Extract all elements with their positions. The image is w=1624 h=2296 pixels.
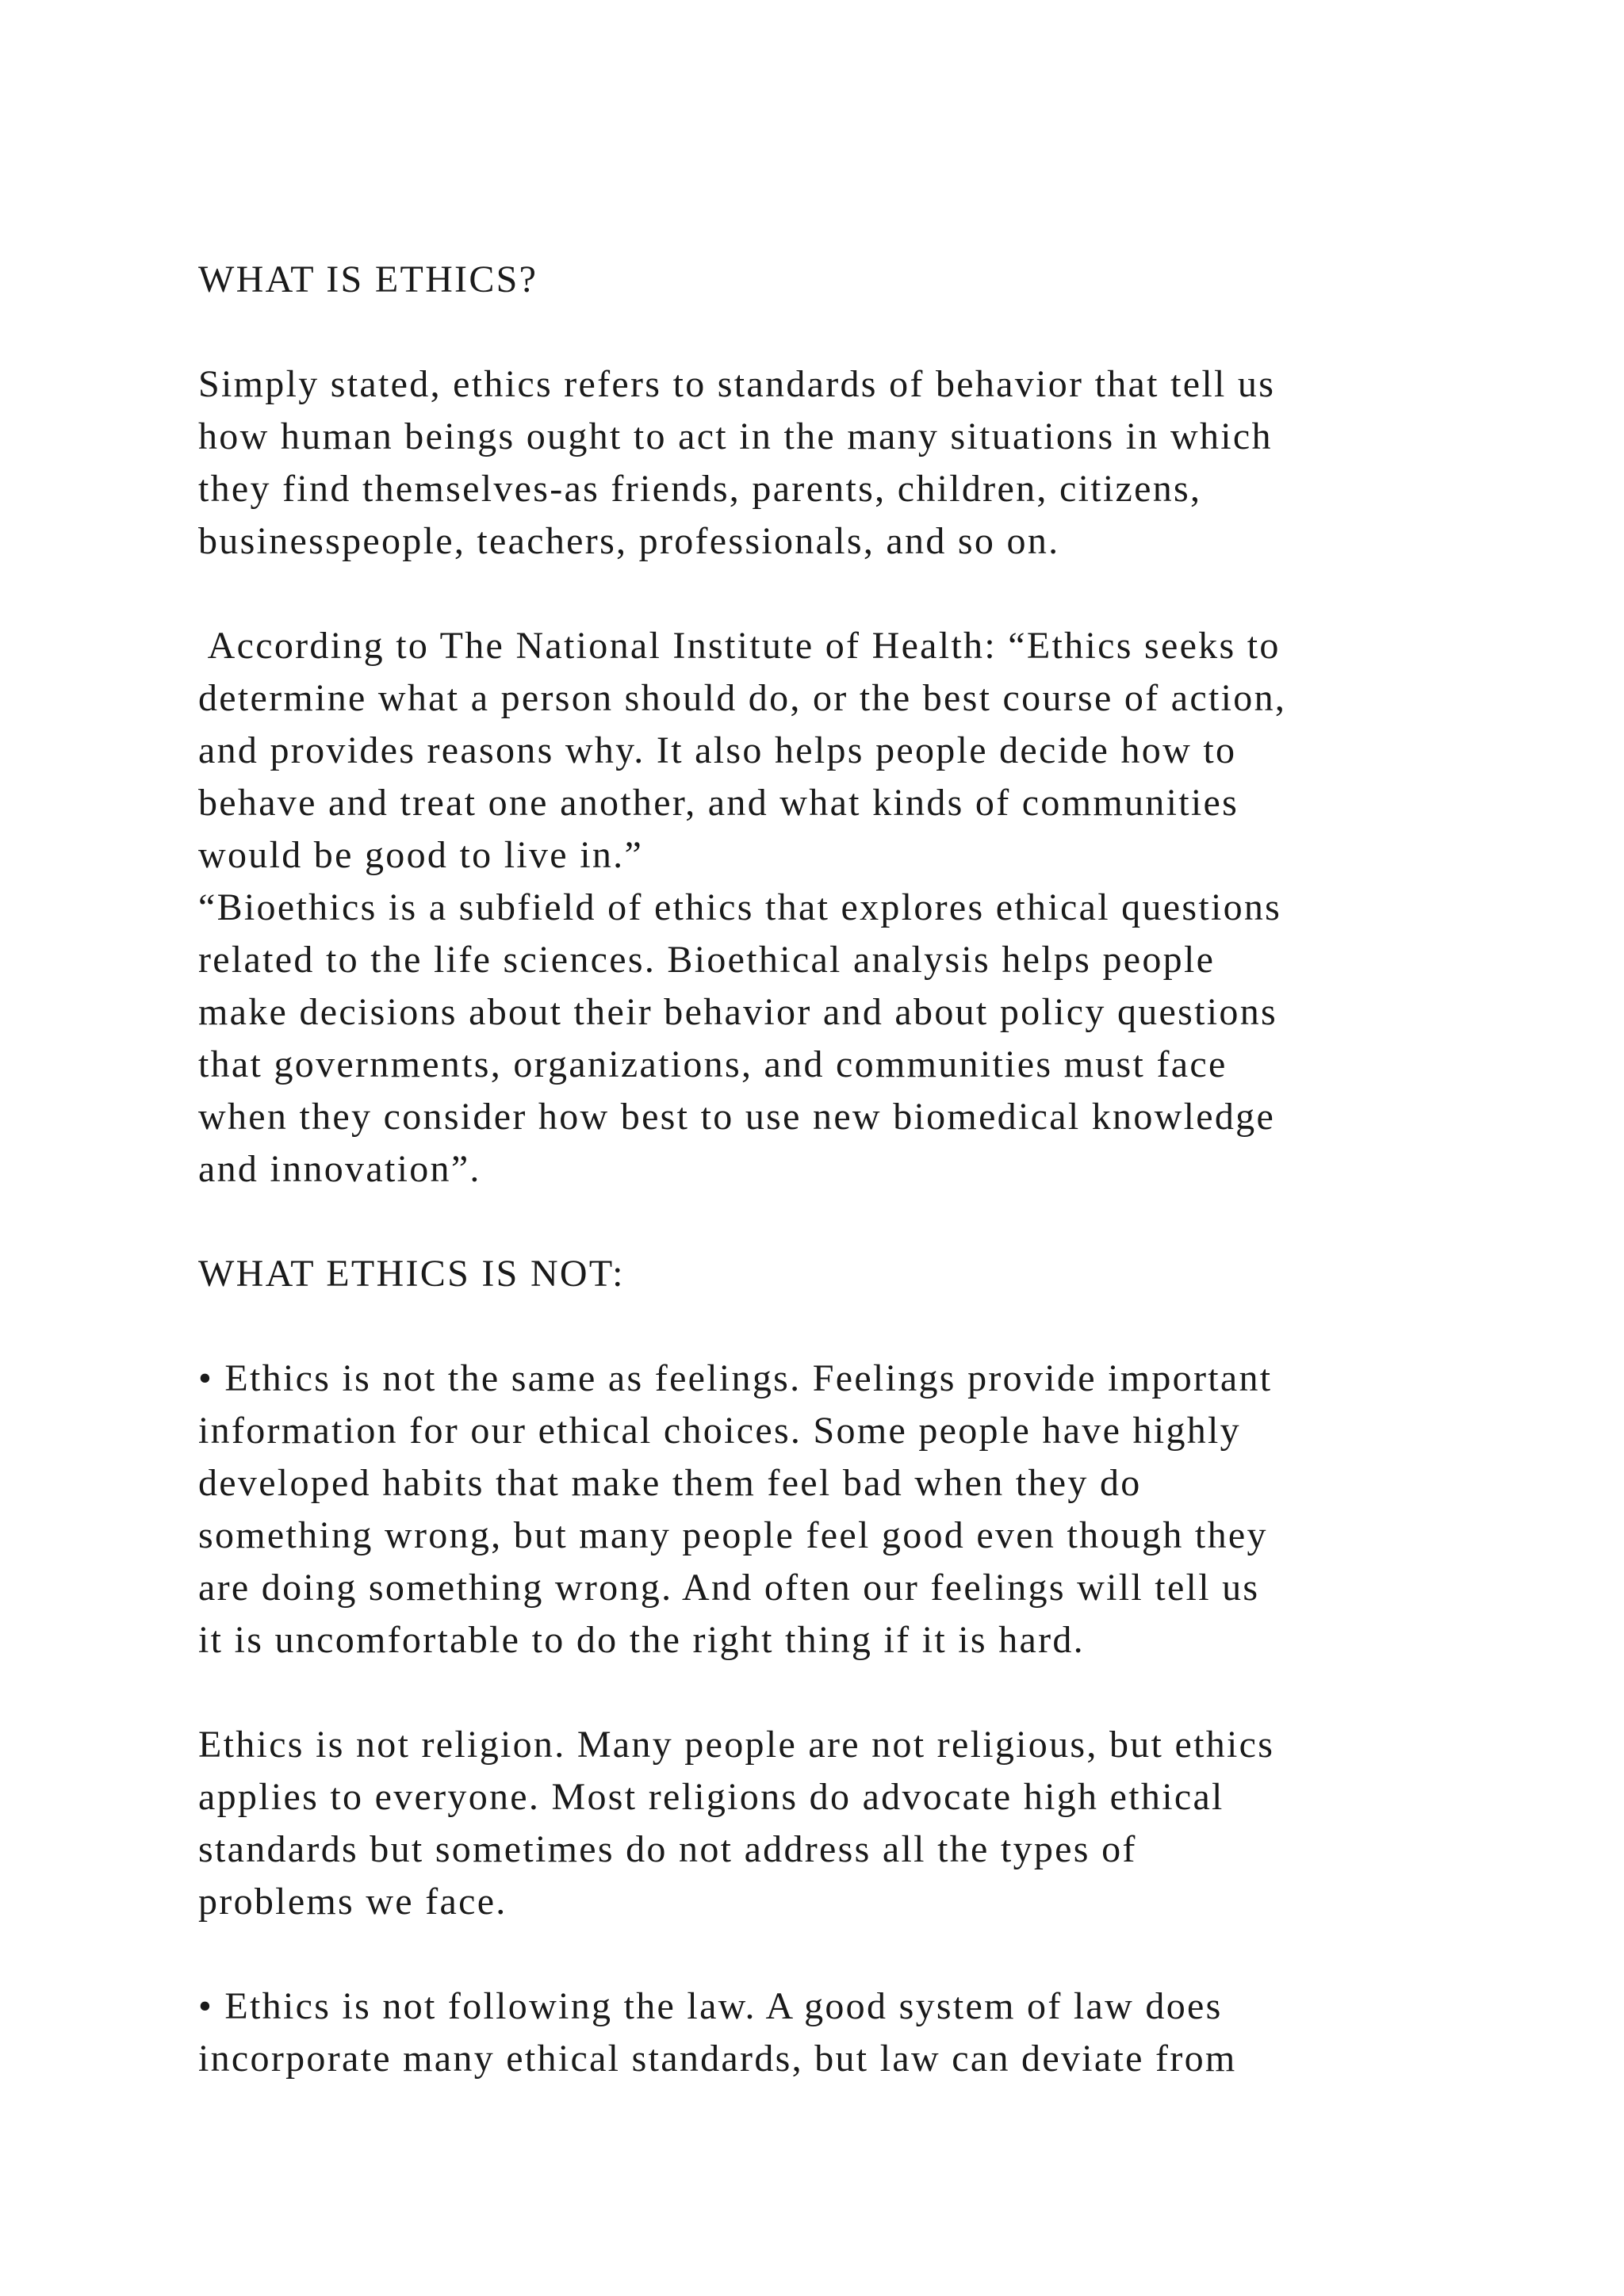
text-line: and provides reasons why. It also helps people decide how to bbox=[198, 729, 1237, 771]
text-line: developed habits that make them feel bad when they do bbox=[198, 1462, 1142, 1504]
paragraph-nih-quote bbox=[198, 620, 1467, 882]
document-body bbox=[198, 254, 1467, 2085]
text-line: it is uncomfortable to do the right thing if it is hard. bbox=[198, 1619, 1085, 1661]
paragraph-bioethics-quote bbox=[198, 882, 1467, 1196]
text-line: related to the life sciences. Bioethical analysis helps people bbox=[198, 939, 1216, 981]
paragraph-intro bbox=[198, 358, 1467, 568]
heading-what-ethics-is-not: WHAT ETHICS IS NOT: bbox=[198, 1253, 625, 1295]
heading-what-is-ethics: WHAT IS ETHICS? bbox=[198, 258, 538, 300]
text-line: businesspeople, teachers, professionals, and so on. bbox=[198, 520, 1060, 562]
text-line: • Ethics is not the same as feelings. Feelings provide important bbox=[198, 1357, 1273, 1399]
paragraph-spacer bbox=[198, 1196, 1467, 1248]
text-line: when they consider how best to use new biomedical knowledge bbox=[198, 1096, 1276, 1138]
text-line: behave and treat one another, and what kinds of communities bbox=[198, 782, 1239, 824]
text-line: are doing something wrong. And often our feelings will tell us bbox=[198, 1567, 1260, 1609]
text-line: Simply stated, ethics refers to standards of behavior that tell us bbox=[198, 363, 1276, 405]
text-line: that governments, organizations, and communities must face bbox=[198, 1043, 1228, 1085]
paragraph-spacer bbox=[198, 1928, 1467, 1980]
paragraph-feelings bbox=[198, 1353, 1467, 1667]
paragraph-spacer bbox=[198, 1667, 1467, 1719]
text-line: make decisions about their behavior and about policy questions bbox=[198, 991, 1277, 1033]
text-line: they find themselves-as friends, parents, children, citizens, bbox=[198, 468, 1202, 510]
text-line: applies to everyone. Most religions do advocate high ethical bbox=[198, 1776, 1224, 1818]
paragraph-spacer bbox=[198, 1300, 1467, 1353]
text-line: incorporate many ethical standards, but law can deviate from bbox=[198, 2038, 1237, 2080]
paragraph-spacer bbox=[198, 306, 1467, 358]
text-line: and innovation”. bbox=[198, 1148, 481, 1190]
text-line: standards but sometimes do not address all the types of bbox=[198, 1828, 1137, 1870]
text-line: would be good to live in.” bbox=[198, 834, 644, 876]
text-line: Ethics is not religion. Many people are not religious, but ethics bbox=[198, 1724, 1275, 1766]
paragraph-spacer bbox=[198, 568, 1467, 620]
text-line: how human beings ought to act in the many situations in which bbox=[198, 415, 1273, 457]
paragraph-religion bbox=[198, 1719, 1467, 1928]
text-line: problems we face. bbox=[198, 1881, 508, 1923]
text-line: “Bioethics is a subfield of ethics that explores ethical questions bbox=[198, 886, 1282, 928]
text-line: determine what a person should do, or the best course of action, bbox=[198, 677, 1287, 719]
text-line: information for our ethical choices. Some people have highly bbox=[198, 1410, 1241, 1452]
text-line: According to The National Institute of Health: “Ethics seeks to bbox=[198, 625, 1281, 667]
text-line: • Ethics is not following the law. A good system of law does bbox=[198, 1985, 1223, 2027]
text-line: something wrong, but many people feel good even though they bbox=[198, 1514, 1268, 1556]
paragraph-law bbox=[198, 1980, 1467, 2085]
